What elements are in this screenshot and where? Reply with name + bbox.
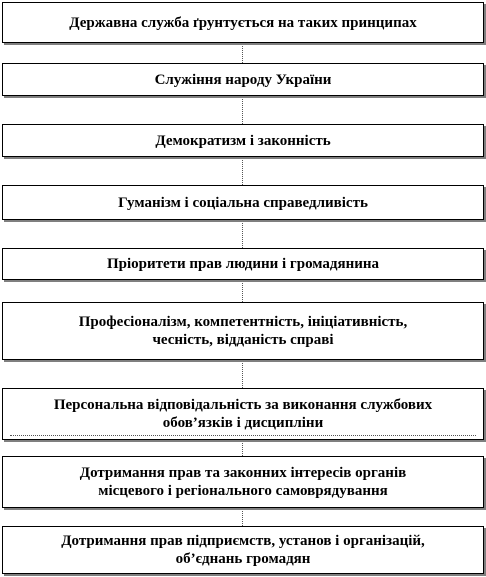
principle-text-line-1: Персональна відповідальність за виконання службових [53,397,433,413]
principle-box-7 [2,456,484,508]
principle-box-2 [2,124,484,157]
connector-line [242,360,244,388]
principle-text-line-2: місцевого і регіонального самоврядування [98,483,388,499]
principles-title: Державна служба ґрунтується на таких принципах [69,14,417,31]
connector-line [242,280,244,302]
principle-text-line-2: чесність, відданість справі [152,332,334,348]
connector-line [242,508,244,526]
principle-box-8 [2,526,484,574]
principle-text-line-1: Дотримання прав підприємств, установ і організацій, [61,533,425,549]
principle-text-line-1: Професіоналізм, компетентність, ініціативність, [78,314,408,330]
principle-text: Демократизм і законність [155,132,331,149]
dotted-underline [10,435,476,436]
principle-text: Пріоритети прав людини і громадянина [106,256,380,272]
connector-line [242,440,244,456]
principle-text: Служіння народу України [154,71,332,88]
connector-line [242,157,244,185]
principle-text: Гуманізм і соціальна справедливість [118,194,368,211]
principle-box-3 [2,185,484,220]
principle-box-6 [2,388,484,440]
principle-box-1 [2,63,484,96]
connector-line [242,220,244,248]
principle-text-line-1: Дотримання прав та законних інтересів органів [79,465,407,481]
principles-title-box [2,2,484,43]
connector-line [242,96,244,124]
principle-box-5 [2,302,484,360]
connector-line [242,43,244,63]
principle-text-line-2: обов’язків і дисципліни [162,415,324,431]
principle-text-line-2: об’єднань громадян [175,551,311,567]
principle-box-4 [2,248,484,280]
